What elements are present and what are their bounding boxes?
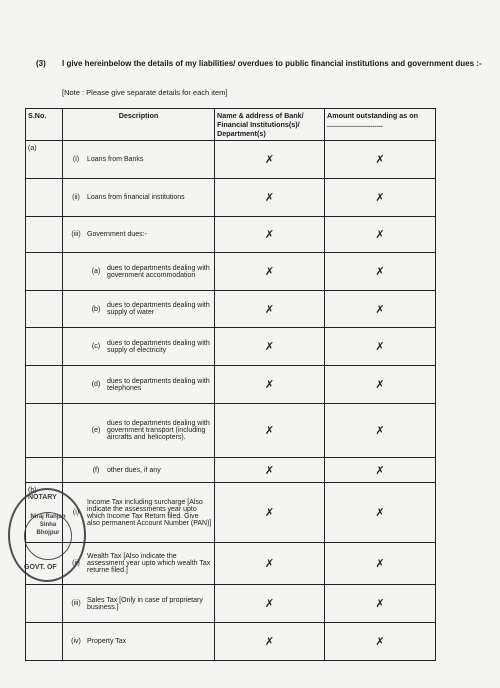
row-sno [26,404,63,458]
cross-mark: ✗ [215,217,325,253]
cross-mark: ✗ [325,141,436,179]
note-text: [Note : Please give separate details for each item] [62,88,228,97]
table-row [26,366,436,404]
cross-mark: ✗ [325,623,436,661]
row-sno: (a) [26,141,63,179]
table-row [26,179,436,217]
row-alpha: (f) [92,466,100,474]
table-row [26,141,436,179]
cross-mark: ✗ [215,623,325,661]
cross-mark: ✗ [215,366,325,404]
row-description: Loans from financial institutions [87,194,185,201]
row-roman: (iii) [71,600,81,607]
row-description: dues to departments dealing with supply of electricity [107,339,210,354]
table-row [26,483,436,543]
row-description: Loans from Banks [87,156,144,163]
cross-mark: ✗ [215,291,325,328]
row-alpha: (d) [91,381,101,388]
table-row [26,458,436,483]
table-row [26,328,436,366]
cross-mark: ✗ [215,253,325,291]
cross-mark: ✗ [325,483,436,543]
clause-number: (3) [36,59,46,68]
table-row [26,585,436,623]
liabilities-table [25,108,436,661]
seal-center [24,512,72,560]
row-alpha: (b) [91,305,101,313]
row-description: dues to departments dealing with government accommodation [107,264,210,279]
row-sno [26,179,63,217]
row-sno [26,291,63,328]
row-roman: (iv) [71,638,81,645]
cross-mark: ✗ [325,179,436,217]
row-description: Government dues:- [87,231,147,238]
cross-mark: ✗ [215,179,325,217]
cross-mark: ✗ [325,253,436,291]
clause-text: I give hereinbelow the details of my liabilities/ overdues to public financial institutions and government dues :- [62,59,482,68]
cross-mark: ✗ [215,141,325,179]
row-roman: (ii) [72,194,80,201]
row-description: Sales Tax [Only in case of proprietary business.] [87,596,203,611]
notary-seal [8,488,86,582]
table-row [26,217,436,253]
header-description: Description [63,109,215,141]
row-sno: (b) [26,483,63,543]
row-sno [26,458,63,483]
row-roman: (i) [72,509,80,516]
row-sno [26,585,63,623]
row-description: Income Tax including surcharge [Also indicate the assessments year upto which Income Tax Return filed. Give also permanent Account Number (PAN)] [87,498,212,527]
table-row [26,404,436,458]
seal-bottom-text: GOVT. OF [24,564,57,571]
header-amount: Amount outstanding as on ............................ [325,109,436,141]
row-roman: (iii) [71,231,81,238]
row-description: Property Tax [87,638,127,645]
cross-mark: ✗ [325,458,436,483]
row-sno [26,217,63,253]
cross-mark: ✗ [215,543,325,585]
row-description: other dues, if any [107,466,161,474]
row-alpha: (e) [91,427,101,434]
row-roman: (i) [72,156,80,163]
row-sno [26,328,63,366]
header-name-address: Name & address of Bank/ Financial Institutions(s)/ Department(s) [215,109,325,141]
cross-mark: ✗ [325,543,436,585]
cross-mark: ✗ [215,328,325,366]
cross-mark: ✗ [325,217,436,253]
cross-mark: ✗ [325,291,436,328]
table-row [26,291,436,328]
cross-mark: ✗ [215,483,325,543]
row-sno [26,623,63,661]
cross-mark: ✗ [215,585,325,623]
seal-top-text: NOTARY [28,494,57,501]
row-description: Wealth Tax [Also indicate the assessment year upto which wealth Tax returne filed.] [87,553,211,574]
cross-mark: ✗ [325,404,436,458]
cross-mark: ✗ [325,366,436,404]
cross-mark: ✗ [325,585,436,623]
table-row [26,623,436,661]
cross-mark: ✗ [215,458,325,483]
header-sno: S.No. [26,109,63,141]
row-sno [26,366,63,404]
row-description: dues to departments dealing with telephones [107,377,210,392]
seal-place: Bhojpur [36,530,60,536]
row-alpha: (c) [91,343,101,350]
row-description: dues to departments dealing with supply of water [107,302,210,316]
cross-mark: ✗ [325,328,436,366]
row-roman: (ii) [72,560,80,567]
row-sno [26,253,63,291]
table-row [26,253,436,291]
table-row [26,543,436,585]
seal-name: Niraj Ranjan Sinha [30,514,66,528]
row-alpha: (a) [91,268,101,275]
row-description: dues to departments dealing with government transport (including aircrafts and helicopters). [107,420,210,441]
cross-mark: ✗ [215,404,325,458]
